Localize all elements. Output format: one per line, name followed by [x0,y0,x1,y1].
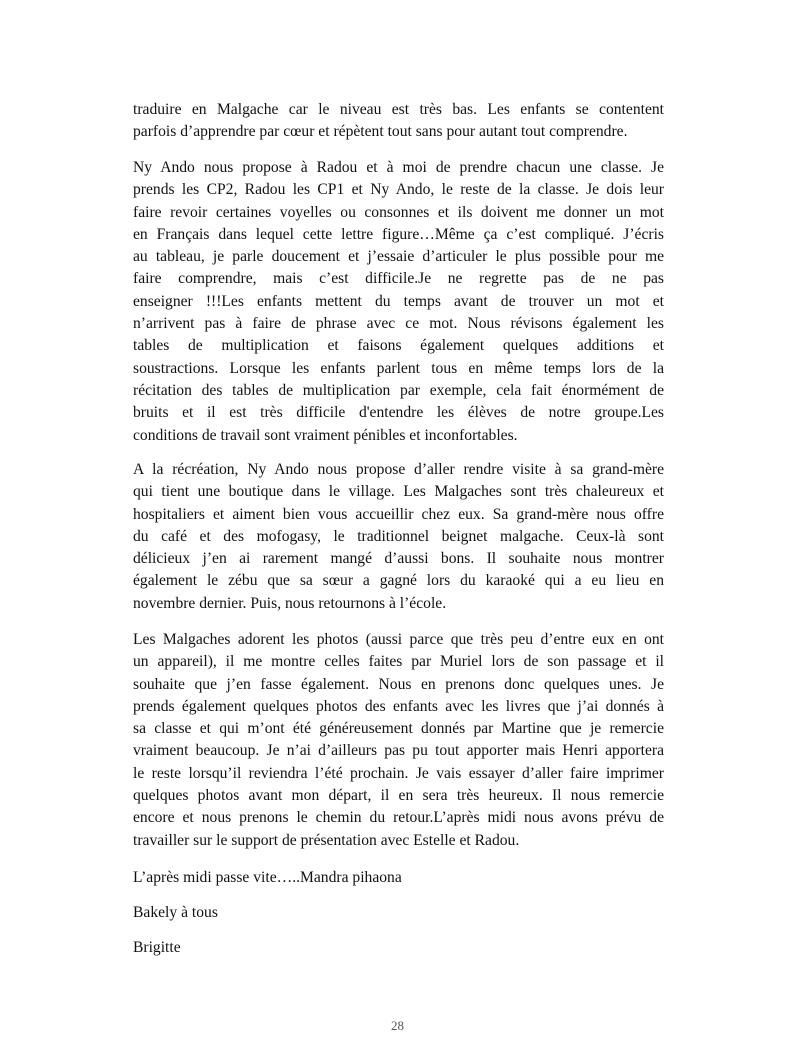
text-line: également le zébu que sa sœur a gagné lors du karaoké qui a eu lieu en [133,572,664,590]
text-line: du café et des mofogasy, le traditionnel beignet malgache. Ceux-là sont [133,527,664,545]
text-line: conditions de travail sont vraiment pénibles et inconfortables. [133,426,518,444]
text-line: soustractions. Lorsque les enfants parlent tous en même temps lors de la [133,359,664,377]
paragraph-1 [133,99,664,144]
paragraph-2 [133,157,664,447]
signature: Brigitte [133,939,181,956]
text-line: récitation des tables de multiplication par exemple, cela fait énormément de [133,381,664,399]
text-line: traduire en Malgache car le niveau est très bas. Les enfants se contentent [133,101,664,118]
text-line: novembre dernier. Puis, nous retournons à l’école. [133,594,447,612]
text-line: qui tient une boutique dans le village. Les Malgaches sont très chaleureux et [133,483,664,501]
text-line: délicieux j’en ai rarement mangé d’aussi bons. Il souhaite nous montrer [133,550,664,568]
text-line: Ny Ando nous propose à Radou et à moi de prendre chacun une classe. Je [133,159,664,176]
paragraph-3 [133,459,664,615]
paragraph-4 [133,629,664,852]
text-line: encore et nous prenons le chemin du retour.L’après midi nous avons prévu de [133,809,664,827]
text-line: faire comprendre, mais c’est difficile.Je ne regrette pas de ne pas [133,270,664,288]
closing-line: L’après midi passe vite…..Mandra pihaona [133,869,402,886]
text-line: le reste lorsqu’il reviendra l’été prochain. Je vais essayer d’aller faire imprimer [133,764,664,782]
text-line: un appareil), il me montre celles faites par Muriel lors de son passage et il [133,653,664,671]
text-line: hospitaliers et aiment bien vous accueillir chez eux. Sa grand-mère nous offre [133,505,664,523]
page-number: 28 [391,1018,404,1033]
text-line: quelques photos avant mon départ, il en sera très heureux. Il nous remercie [133,787,664,805]
text-line: en Français dans lequel cette lettre figure…Même ça c’est compliqué. J’écris [133,225,664,243]
text-line: bruits et il est très difficile d'entendre les élèves de notre groupe.Les [133,404,664,422]
text-line: souhaite que j’en fasse également. Nous en prenons donc quelques unes. Je [133,675,664,693]
text-line: enseigner !!!Les enfants mettent du temps avant de trouver un mot et [133,292,664,310]
text-line: prends également quelques photos des enfants avec les livres que j’ai donnés à [133,697,664,715]
text-line: travailler sur le support de présentation avec Estelle et Radou. [133,831,520,849]
text-line: sa classe et qui m’ont été généreusement donnés par Martine que je remercie [133,720,664,738]
text-line: A la récréation, Ny Ando nous propose d’aller rendre visite à sa grand-mère [133,461,664,478]
text-line: prends les CP2, Radou les CP1 et Ny Ando, le reste de la classe. Je dois leur [133,181,664,199]
text-line: tables de multiplication et faisons également quelques additions et [133,337,664,355]
text-line: n’arrivent pas à faire de phrase avec ce mot. Nous révisons également les [133,315,664,333]
text-line: parfois d’apprendre par cœur et répètent tout sans pour autant tout comprendre. [133,123,628,141]
greeting-line: Bakely à tous [133,904,218,921]
text-line: Les Malgaches adorent les photos (aussi parce que très peu d’entre eux en ont [133,631,664,648]
text-line: au tableau, je parle doucement et j’essaie d’articuler le plus possible pour me [133,248,664,266]
text-line: faire revoir certaines voyelles ou consonnes et ils doivent me donner un mot [133,203,664,221]
text-line: vraiment beaucoup. Je n’ai d’ailleurs pas pu tout apporter mais Henri apportera [133,742,664,760]
